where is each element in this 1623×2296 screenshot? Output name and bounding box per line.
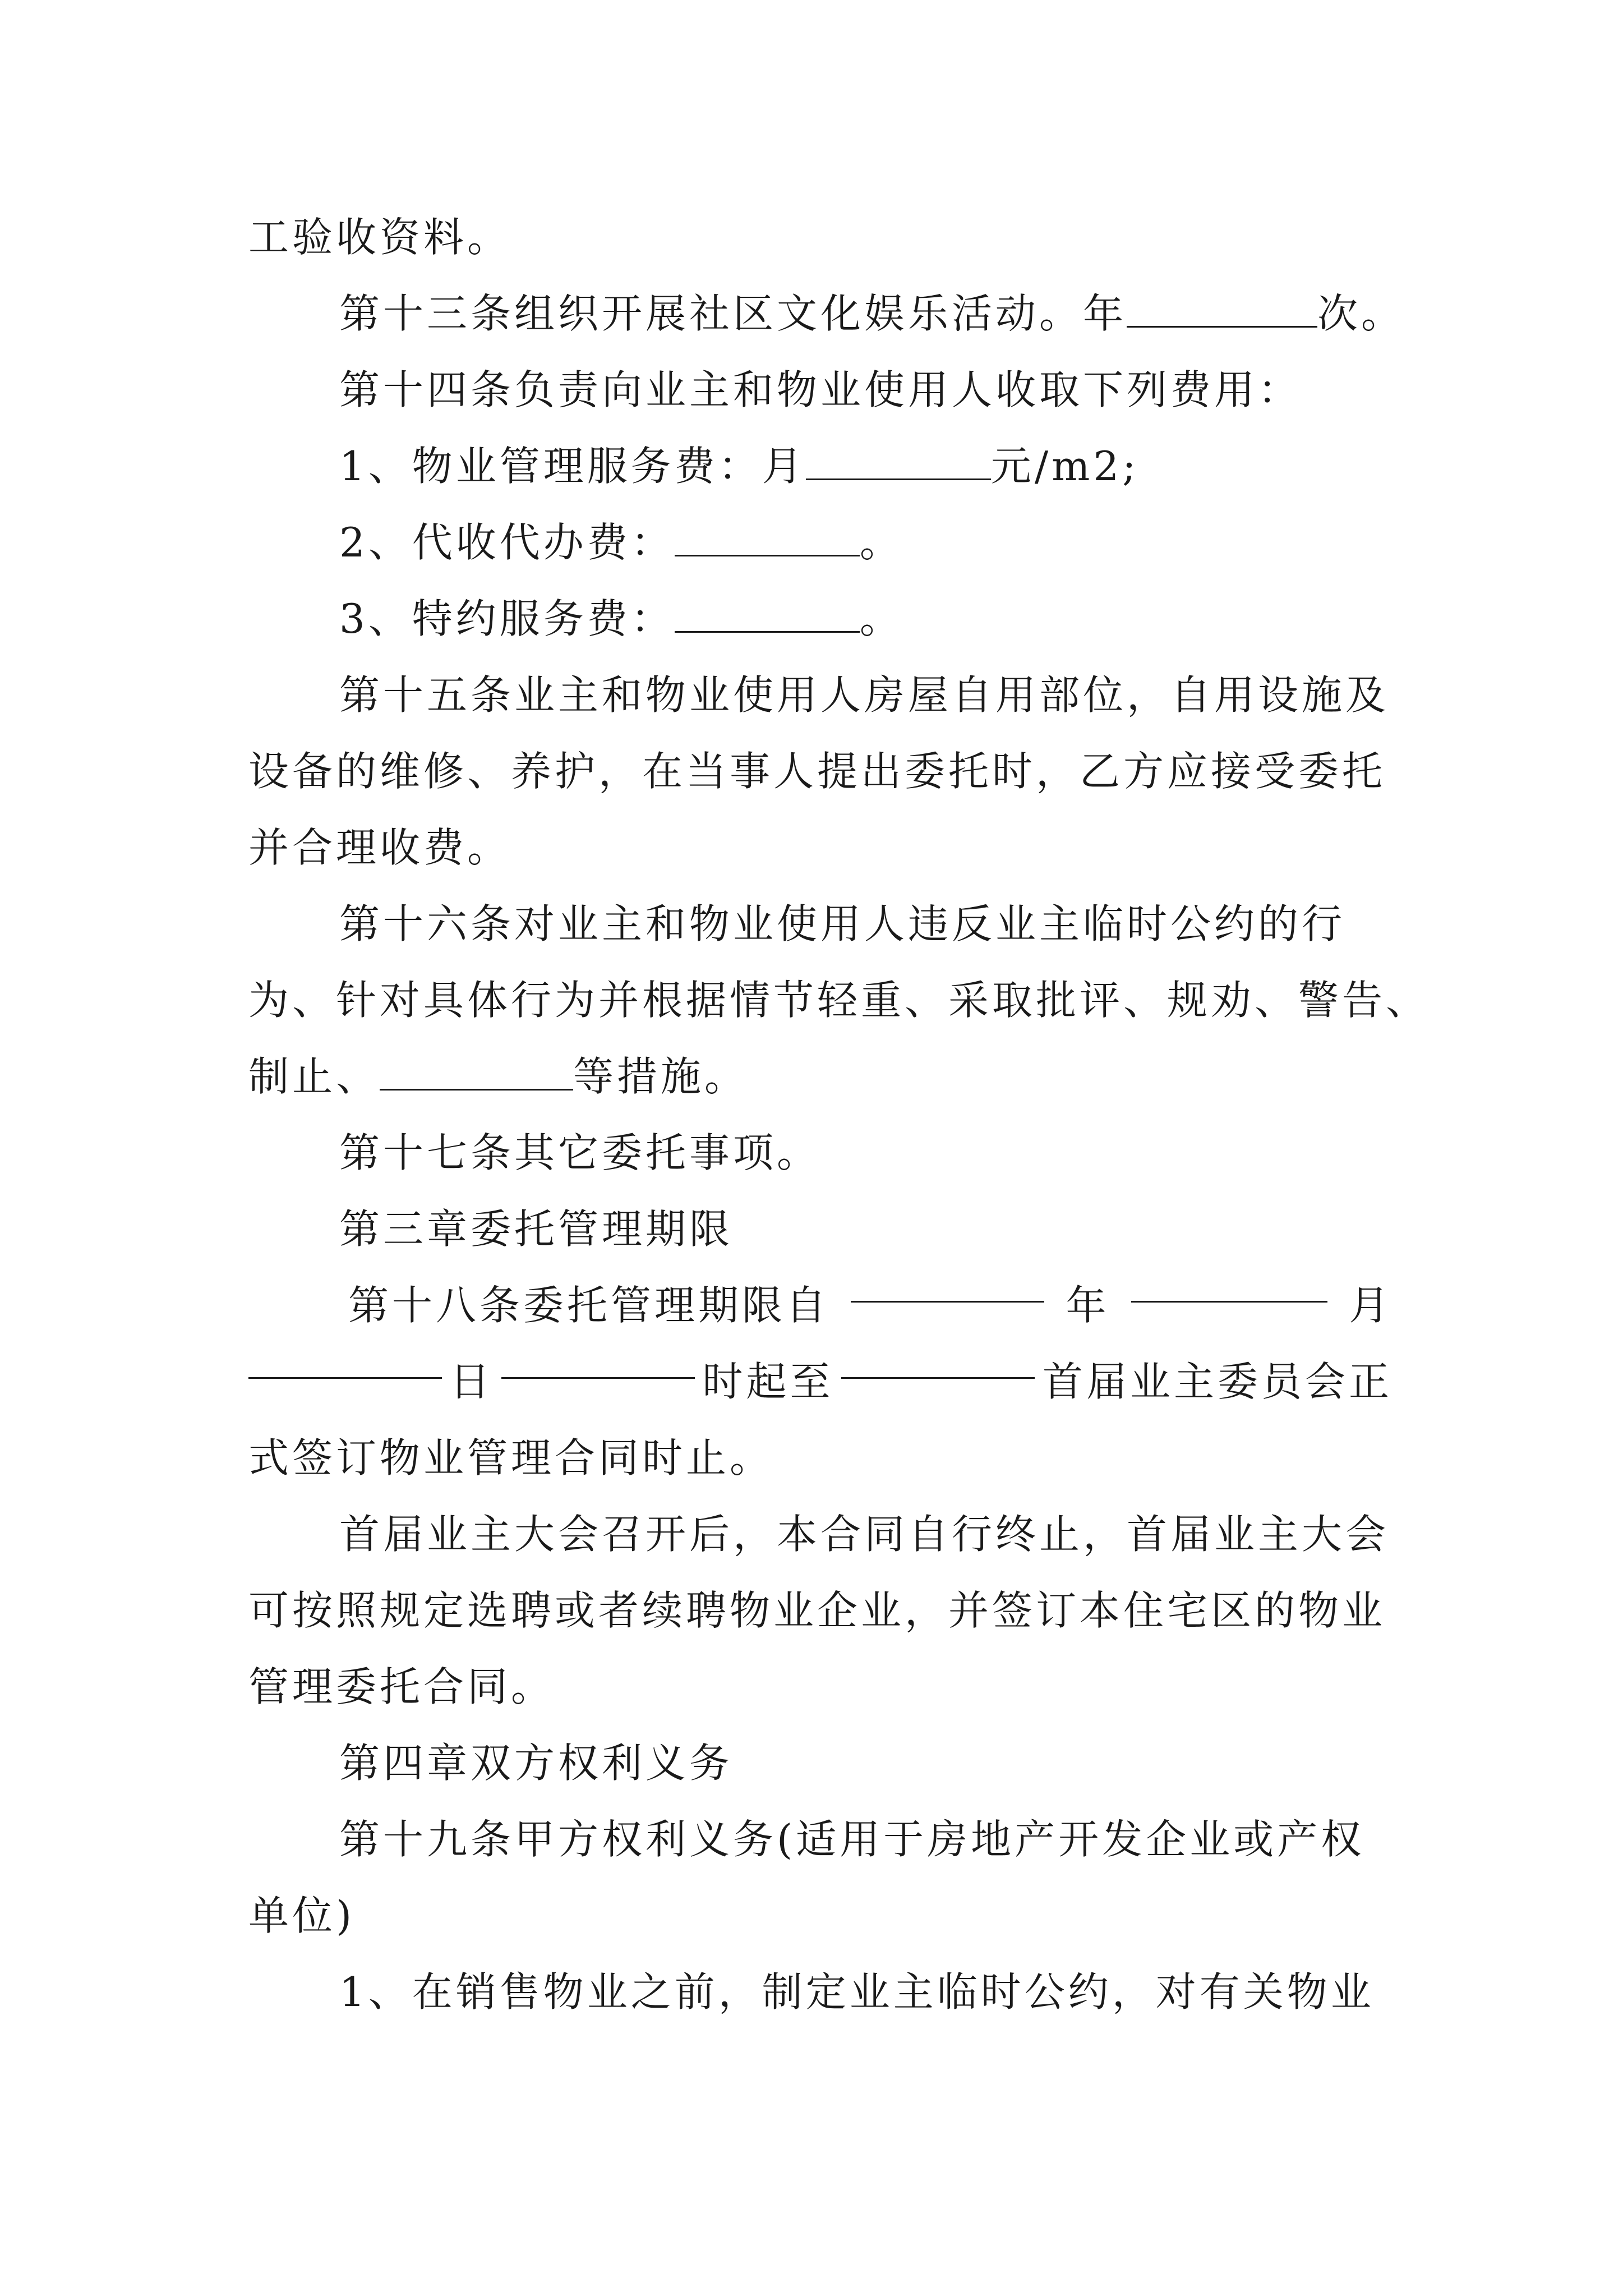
article-16-line-1: 第十六条对业主和物业使用人违反业主临时公约的行 bbox=[339, 900, 1346, 947]
article-13 bbox=[248, 275, 1405, 352]
paragraph-line-3: 管理委托合同。 bbox=[248, 1663, 555, 1710]
fee-item-2-text: 2、代收代办费： bbox=[339, 519, 675, 566]
article-16-text: 制止、 bbox=[248, 1053, 380, 1100]
fee-item-1 bbox=[248, 428, 1393, 504]
paragraph-line-1: 首届业主大会召开后，本合同自行终止，首届业主大会 bbox=[339, 1511, 1390, 1558]
fee-item-3-end: 。 bbox=[859, 595, 903, 642]
time-label: 时起至 bbox=[702, 1358, 834, 1405]
month-label: 月 bbox=[1348, 1282, 1393, 1329]
paragraph-line-2: 可按照规定选聘或者续聘物业企业，并签订本住宅区的物业 bbox=[248, 1587, 1386, 1634]
fee-item-2-end: 。 bbox=[859, 519, 903, 566]
chapter-3-heading: 第三章委托管理期限 bbox=[339, 1205, 734, 1253]
article-16-end: 等措施。 bbox=[573, 1053, 749, 1100]
article-17: 第十七条其它委托事项。 bbox=[339, 1129, 821, 1176]
fill-blank[interactable] bbox=[851, 1267, 1044, 1303]
fee-item-1-unit: 元/m2; bbox=[990, 443, 1140, 490]
fill-blank[interactable] bbox=[501, 1343, 695, 1379]
article-16-line-3 bbox=[248, 1038, 1393, 1115]
fill-blank[interactable] bbox=[841, 1343, 1035, 1379]
article-16-line-2: 为、针对具体行为并根据情节轻重、采取批评、规劝、警告、 bbox=[248, 977, 1430, 1024]
article-19-item-1: 1、在销售物业之前，制定业主临时公约，对有关物业 bbox=[339, 1968, 1375, 2016]
fill-blank[interactable] bbox=[675, 597, 860, 633]
article-15-line-1: 第十五条业主和物业使用人房屋自用部位，自用设施及 bbox=[339, 671, 1390, 719]
fee-item-3 bbox=[248, 581, 1393, 657]
year-label: 年 bbox=[1066, 1282, 1110, 1329]
fill-blank[interactable] bbox=[1131, 1267, 1327, 1303]
fee-item-3-text: 3、特约服务费： bbox=[339, 595, 675, 642]
article-18-line-2 bbox=[248, 1343, 1393, 1420]
fill-blank[interactable] bbox=[1127, 292, 1317, 328]
fee-item-2 bbox=[248, 504, 1393, 581]
article-14: 第十四条负责向业主和物业使用人收取下列费用： bbox=[339, 366, 1302, 413]
article-13-end: 次。 bbox=[1317, 290, 1405, 337]
chapter-4-heading: 第四章双方权利义务 bbox=[339, 1740, 734, 1787]
article-15-line-3: 并合理收费。 bbox=[248, 824, 511, 871]
fee-item-1-text: 1、物业管理服务费：月 bbox=[339, 443, 806, 490]
article-18-tail: 首届业主委员会正 bbox=[1042, 1358, 1393, 1405]
article-15-line-2: 设备的维修、养护，在当事人提出委托时，乙方应接受委托 bbox=[248, 748, 1386, 795]
fill-blank[interactable] bbox=[675, 521, 860, 556]
article-18-line-3: 式签订物业管理合同时止。 bbox=[248, 1434, 774, 1481]
article-19-line-1: 第十九条甲方权利义务(适用于房地产开发企业或产权 bbox=[339, 1816, 1365, 1863]
article-19-line-2: 单位) bbox=[248, 1892, 356, 1939]
fill-blank[interactable] bbox=[380, 1055, 573, 1091]
article-13-text: 第十三条组织开展社区文化娱乐活动。年 bbox=[339, 290, 1127, 337]
document-body bbox=[248, 199, 1430, 2030]
text-line: 工验收资料。 bbox=[248, 214, 511, 261]
fill-blank[interactable] bbox=[806, 445, 991, 480]
article-18-text: 第十八条委托管理期限自 bbox=[348, 1282, 830, 1329]
fill-blank[interactable] bbox=[248, 1343, 442, 1379]
article-18-line-1 bbox=[248, 1267, 1393, 1343]
day-label: 日 bbox=[449, 1358, 494, 1405]
